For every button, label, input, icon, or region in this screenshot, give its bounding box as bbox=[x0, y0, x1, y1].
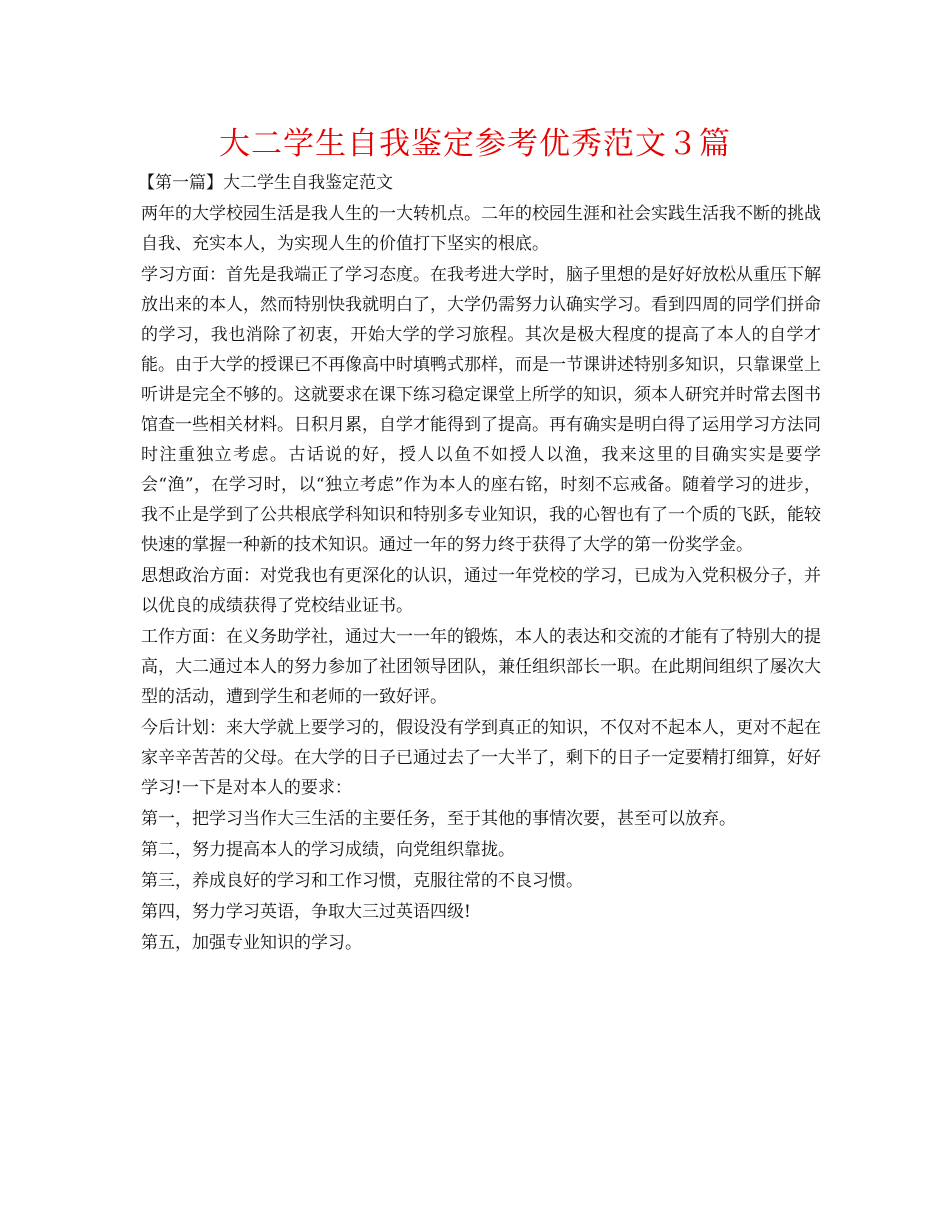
paragraph-study: 学习方面：首先是我端正了学习态度。在我考进大学时，脑子里想的是好好放松从重压下解放出来的本人，然而特别快我就明白了，大学仍需努力认确实学习。看到四周的同学们拼命的学习，我也消除了初衷，开始大学的学习旅程。其次是极大程度的提高了本人的自学才能。由于大学的授课已不再像高中时填鸭式那样，而是一节课讲述特别多知识，只靠课堂上听讲是完全不够的。这就要求在课下练习稳定课堂上所学的知识，须本人研究并时常去图书馆查一些相关材料。日积月累，自学才能得到了提高。再有确实是明白得了运用学习方法同时注重独立考虑。古话说的好，授人以鱼不如授人以渔，我来这里的目确实实是要学会“渔”，在学习时，以“独立考虑”作为本人的座右铭，时刻不忘戒备。随着学习的进步，我不止是学到了公共根底学科知识和特别多专业知识，我的心智也有了一个质的飞跃，能较快速的掌握一种新的技术知识。通过一年的努力终于获得了大学的第一份奖学金。 bbox=[141, 265, 821, 555]
list-item-first: 第一，把学习当作大三生活的主要任务，至于其他的事情次要，甚至可以放弃。 bbox=[141, 809, 736, 829]
document-body bbox=[138, 168, 821, 959]
paragraph-intro: 两年的大学校园生活是我人生的一大转机点。二年的校园生涯和社会实践生活我不断的挑战自我、充实本人，为实现人生的价值打下坚实的根底。 bbox=[141, 204, 821, 254]
list-item-second: 第二，努力提高本人的学习成绩，向党组织靠拢。 bbox=[141, 840, 515, 860]
list-item-fourth: 第四，努力学习英语，争取大三过英语四级! bbox=[141, 902, 471, 922]
paragraph-politics: 思想政治方面：对党我也有更深化的认识，通过一年党校的学习，已成为入党积极分子，并以优良的成绩获得了党校结业证书。 bbox=[141, 566, 821, 616]
paragraph-work: 工作方面：在义务助学社，通过大一一年的锻炼，本人的表达和交流的才能有了特别大的提高，大二通过本人的努力参加了社团领导团队，兼任组织部长一职。在此期间组织了屡次大型的活动，遭到学生和老师的一致好评。 bbox=[141, 627, 821, 707]
document-title: 大二学生自我鉴定参考优秀范文３篇 bbox=[219, 126, 731, 162]
list-item-third: 第三，养成良好的学习和工作习惯，克服往常的不良习惯。 bbox=[141, 871, 583, 891]
section-heading: 【第一篇】大二学生自我鉴定范文 bbox=[138, 173, 393, 193]
paragraph-plan: 今后计划：来大学就上要学习的，假设没有学到真正的知识，不仅对不起本人，更对不起在家辛辛苦苦的父母。在大学的日子已通过去了一大半了，剩下的日子一定要精打细算，好好学习!一下是对本人的要求： bbox=[141, 718, 821, 798]
list-item-fifth: 第五，加强专业知识的学习。 bbox=[141, 933, 362, 953]
